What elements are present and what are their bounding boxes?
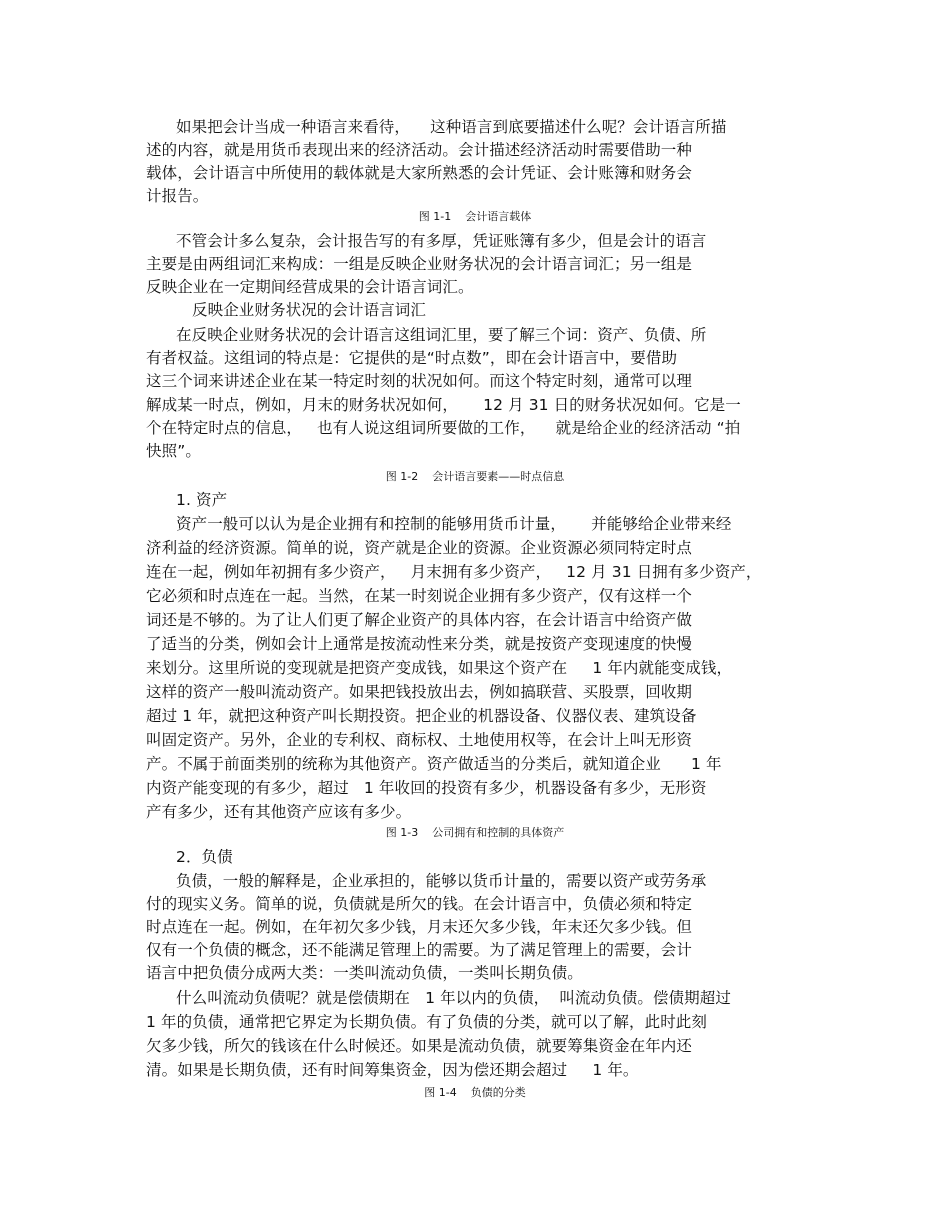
text-line: 产。不属于前面类别的统称为其他资产。资产做适当的分类后，就知道企业 1 年 bbox=[146, 755, 722, 773]
text-line: 词还是不够的。为了让人们更了解企业资产的具体内容，在会计语言中给资产做 bbox=[146, 611, 693, 629]
text-line: 叫固定资产。另外，企业的专利权、商标权、土地使用权等，在会计上叫无形资 bbox=[146, 731, 693, 749]
text-line: 如果把会计当成一种语言来看待， 这种语言到底要描述什么呢？会计语言所描 bbox=[176, 118, 727, 136]
text-line: 快照”。 bbox=[146, 442, 201, 460]
text-line: 连在一起，例如年初拥有多少资产， 月末拥有多少资产， 12 月 31 日拥有多少资产， bbox=[146, 563, 762, 581]
text-line: 了适当的分类，例如会计上通常是按流动性来分类，就是按资产变现速度的快慢 bbox=[146, 635, 693, 653]
text-line: 产有多少，还有其他资产应该有多少。 bbox=[146, 803, 412, 821]
text-line: 资产一般可以认为是企业拥有和控制的能够用货币计量， 并能够给企业带来经 bbox=[176, 515, 732, 533]
text-line: 清。如果是长期负债，还有时间筹集资金，因为偿还期会超过 1 年。 bbox=[146, 1061, 639, 1079]
text-line: 什么叫流动负债呢？就是偿债期在 1 年以内的负债， 叫流动负债。偿债期超过 bbox=[176, 989, 731, 1007]
figure-caption: 图 1-4 负债的分类 bbox=[424, 1086, 526, 1099]
text-line: 来划分。这里所说的变现就是把资产变成钱，如果这个资产在 1 年内就能变成钱， bbox=[146, 659, 733, 677]
text-line: 时点连在一起。例如，在年初欠多少钱，月末还欠多少钱，年末还欠多少钱。但 bbox=[146, 918, 693, 936]
section-heading: 反映企业财务状况的会计语言词汇 bbox=[192, 301, 427, 319]
text-line: 超过 1 年，就把这种资产叫长期投资。把企业的机器设备、仪器仪表、建筑设备 bbox=[146, 707, 697, 725]
text-line: 仅有一个负债的概念，还不能满足管理上的需要。为了满足管理上的需要，会计 bbox=[146, 941, 693, 959]
text-line: 内资产能变现的有多少，超过 1 年收回的投资有多少，机器设备有多少，无形资 bbox=[146, 779, 707, 797]
text-line: 有者权益。这组词的特点是：它提供的是“时点数”，即在会计语言中，要借助 bbox=[146, 349, 678, 367]
section-heading: 1. 资产 bbox=[176, 491, 228, 509]
text-line: 这样的资产一般叫流动资产。如果把钱投放出去，例如搞联营、买股票，回收期 bbox=[146, 683, 693, 701]
text-line: 付的现实义务。简单的说，负债就是所欠的钱。在会计语言中，负债必须和特定 bbox=[146, 895, 693, 913]
text-line: 个在特定时点的信息， 也有人说这组词所要做的工作， 就是给企业的经济活动 “拍 bbox=[146, 419, 741, 437]
text-line: 欠多少钱，所欠的钱该在什么时候还。如果是流动负债，就要筹集资金在年内还 bbox=[146, 1037, 693, 1055]
text-line: 不管会计多么复杂，会计报告写的有多厚，凭证账簿有多少，但是会计的语言 bbox=[176, 232, 707, 250]
figure-caption: 图 1-2 会计语言要素——时点信息 bbox=[385, 470, 565, 483]
text-line: 这三个词来讲述企业在某一特定时刻的状况如何。而这个特定时刻，通常可以理 bbox=[146, 372, 693, 390]
section-heading: 2．负债 bbox=[176, 848, 233, 866]
text-line: 计报告。 bbox=[146, 187, 209, 205]
text-line: 解成某一时点，例如，月末的财务状况如何， 12 月 31 日的财务状况如何。它是一 bbox=[146, 396, 741, 414]
text-line: 负债，一般的解释是，企业承担的，能够以货币计量的，需要以资产或劳务承 bbox=[176, 872, 707, 890]
text-line: 语言中把负债分成两大类：一类叫流动负债，一类叫长期负债。 bbox=[146, 964, 583, 982]
text-line: 述的内容，就是用货币表现出来的经济活动。会计描述经济活动时需要借助一种 bbox=[146, 141, 693, 159]
text-line: 1 年的负债，通常把它界定为长期负债。有了负债的分类，就可以了解，此时此刻 bbox=[146, 1013, 707, 1031]
figure-caption: 图 1-1 会计语言载体 bbox=[418, 210, 532, 223]
text-line: 反映企业在一定期间经营成果的会计语言词汇。 bbox=[146, 278, 474, 296]
figure-caption: 图 1-3 公司拥有和控制的具体资产 bbox=[385, 826, 565, 839]
text-line: 主要是由两组词汇来构成：一组是反映企业财务状况的会计语言词汇；另一组是 bbox=[146, 255, 693, 273]
text-line: 济利益的经济资源。简单的说，资产就是企业的资源。企业资源必须同特定时点 bbox=[146, 539, 693, 557]
text-line: 在反映企业财务状况的会计语言这组词汇里，要了解三个词：资产、负债、所 bbox=[176, 326, 707, 344]
text-line: 它必须和时点连在一起。当然，在某一时刻说企业拥有多少资产，仅有这样一个 bbox=[146, 587, 693, 605]
text-line: 载体，会计语言中所使用的载体就是大家所熟悉的会计凭证、会计账簿和财务会 bbox=[146, 164, 693, 182]
